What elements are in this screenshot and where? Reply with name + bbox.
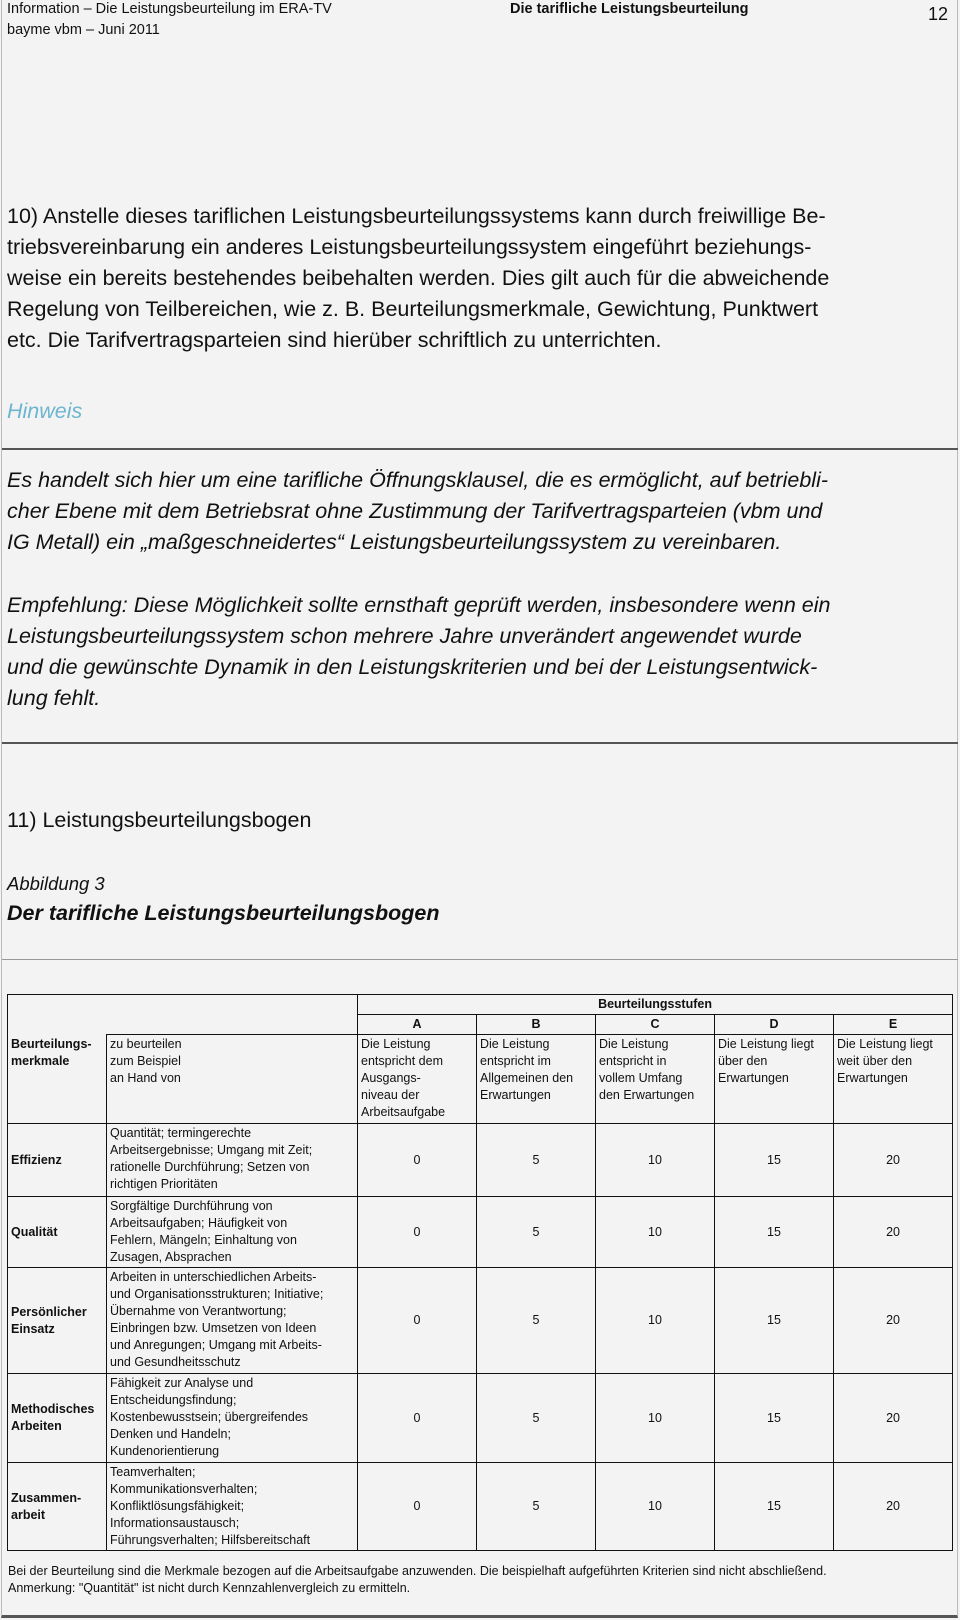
points-cell: 15 [715,1374,834,1463]
merkmal-cell: Persönlicher Einsatz [8,1268,107,1374]
kriterien-cell: Quantität; termingerechte Arbeitsergebnisse; Umgang mit Zeit; rationelle Durchführung; Setzen von richtigen Prioritäten [107,1124,358,1197]
footnote-1: Bei der Beurteilung sind die Merkmale bezogen auf die Arbeitsaufgabe anzuwenden. Die beispielhaft aufgeführten Kriterien sind nicht abschließend. [8,1564,827,1578]
points-cell: 10 [596,1463,715,1551]
level-description: Die Leistung entspricht dem Ausgangs- niveau der Arbeitsaufgabe [358,1035,477,1124]
header-section: Die tarifliche Leistungsbeurteilung [510,1,749,17]
divider [2,959,958,960]
level-header: A [358,1015,477,1035]
points-cell: 0 [358,1374,477,1463]
table-row [8,1374,953,1463]
points-cell: 5 [477,1374,596,1463]
kriterien-cell: Teamverhalten; Kommunikationsverhalten; Konfliktlösungsfähigkeit; Informationsaustausch; Führungsverhalten; Hilfsbereitschaft [107,1463,358,1551]
header-left [7,0,332,40]
points-cell: 5 [477,1197,596,1268]
points-cell: 20 [834,1197,953,1268]
table-row [8,1268,953,1374]
points-cell: 0 [358,1197,477,1268]
level-header: E [834,1015,953,1035]
level-description: Die Leistung liegt über den Erwartungen [715,1035,834,1124]
table-row [8,1124,953,1197]
points-cell: 20 [834,1268,953,1374]
kriterien-header: zu beurteilen zum Beispiel an Hand von [107,1035,358,1124]
text-line: Es handelt sich hier um eine tarifliche Öffnungsklausel, die es ermöglicht, auf betriebli- [7,468,828,492]
merkmal-cell: Zusammen- arbeit [8,1463,107,1551]
text-line: triebsvereinbarung ein anderes Leistungsbeurteilungssystem eingeführt beziehungs- [7,235,812,259]
merkmale-header: Beurteilungs- merkmale [8,1035,107,1124]
text-line: Regelung von Teilbereichen, wie z. B. Beurteilungsmerkmale, Gewichtung, Punktwert [7,297,819,321]
text-line: Leistungsbeurteilungssystem schon mehrere Jahre unverändert angewendet wurde [7,624,802,648]
header-title: Information – Die Leistungsbeurteilung im ERA-TV [7,1,332,17]
hinweis-paragraph-1 [7,465,942,558]
points-cell: 5 [477,1268,596,1374]
table-corner [8,995,358,1035]
text-line: cher Ebene mit dem Betriebsrat ohne Zustimmung der Tarifvertragsparteien (vbm und [7,499,823,523]
text-line: weise ein bereits bestehendes beibehalten werden. Dies gilt auch für die abweichende [7,266,830,290]
points-cell: 10 [596,1268,715,1374]
points-cell: 5 [477,1124,596,1197]
text-line: IG Metall) ein „maßgeschneidertes“ Leistungsbeurteilungssystem zu vereinbaren. [7,530,782,554]
text-line: 10) Anstelle dieses tariflichen Leistungsbeurteilungssystems kann durch freiwillige Be- [7,204,826,228]
points-cell: 15 [715,1197,834,1268]
page-number: 12 [927,4,948,24]
section-10-text [7,201,942,356]
points-cell: 0 [358,1463,477,1551]
kriterien-cell: Sorgfältige Durchführung von Arbeitsaufgaben; Häufigkeit von Fehlern, Mängeln; Einhaltung von Zusagen, Absprachen [107,1197,358,1268]
level-description: Die Leistung liegt weit über den Erwartungen [834,1035,953,1124]
hinweis-heading: Hinweis [7,399,83,423]
level-header: B [477,1015,596,1035]
text-line: lung fehlt. [7,686,101,710]
figure-title: Der tarifliche Leistungsbeurteilungsbogen [7,901,440,925]
text-line: etc. Die Tarifvertragsparteien sind hierüber schriftlich zu unterrichten. [7,328,662,352]
level-description: Die Leistung entspricht in vollem Umfang den Erwartungen [596,1035,715,1124]
section-11-heading: 11) Leistungsbeurteilungsbogen [7,808,312,832]
points-cell: 10 [596,1124,715,1197]
merkmal-cell: Methodisches Arbeiten [8,1374,107,1463]
points-cell: 20 [834,1463,953,1551]
kriterien-cell: Fähigkeit zur Analyse und Entscheidungsfindung; Kostenbewusstsein; übergreifendes Denken und Handeln; Kundenorientierung [107,1374,358,1463]
text-line: und die gewünschte Dynamik in den Leistungskriterien und bei der Leistungsentwick- [7,655,818,679]
points-cell: 5 [477,1463,596,1551]
divider [2,742,958,744]
table-row [8,1463,953,1551]
text-line: Empfehlung: Diese Möglichkeit sollte ernsthaft geprüft werden, insbesondere wenn ein [7,593,831,617]
merkmal-cell: Qualität [8,1197,107,1268]
points-cell: 0 [358,1124,477,1197]
kriterien-cell: Arbeiten in unterschiedlichen Arbeits- und Organisationsstrukturen; Initiative; Übernahme von Verantwortung; Einbringen bzw. Umsetzen von Ideen und Anregungen; Umgang mit Arbeits- und Gesundheitsschutz [107,1268,358,1374]
points-cell: 20 [834,1124,953,1197]
points-cell: 20 [834,1374,953,1463]
level-description: Die Leistung entspricht im Allgemeinen den Erwartungen [477,1035,596,1124]
points-cell: 15 [715,1268,834,1374]
footnote-2: Anmerkung: "Quantität" ist nicht durch Kennzahlenvergleich zu ermitteln. [8,1581,411,1595]
merkmal-cell: Effizienz [8,1124,107,1197]
level-header: D [715,1015,834,1035]
points-cell: 15 [715,1463,834,1551]
points-cell: 10 [596,1374,715,1463]
figure-label: Abbildung 3 [7,873,105,894]
points-cell: 0 [358,1268,477,1374]
stufen-header: Beurteilungsstufen [358,995,953,1015]
points-cell: 10 [596,1197,715,1268]
hinweis-paragraph-2 [7,590,942,714]
header-subtitle: bayme vbm – Juni 2011 [7,22,160,38]
divider [2,448,958,450]
level-header: C [596,1015,715,1035]
assessment-table [7,994,953,1551]
points-cell: 15 [715,1124,834,1197]
table-row [8,1197,953,1268]
